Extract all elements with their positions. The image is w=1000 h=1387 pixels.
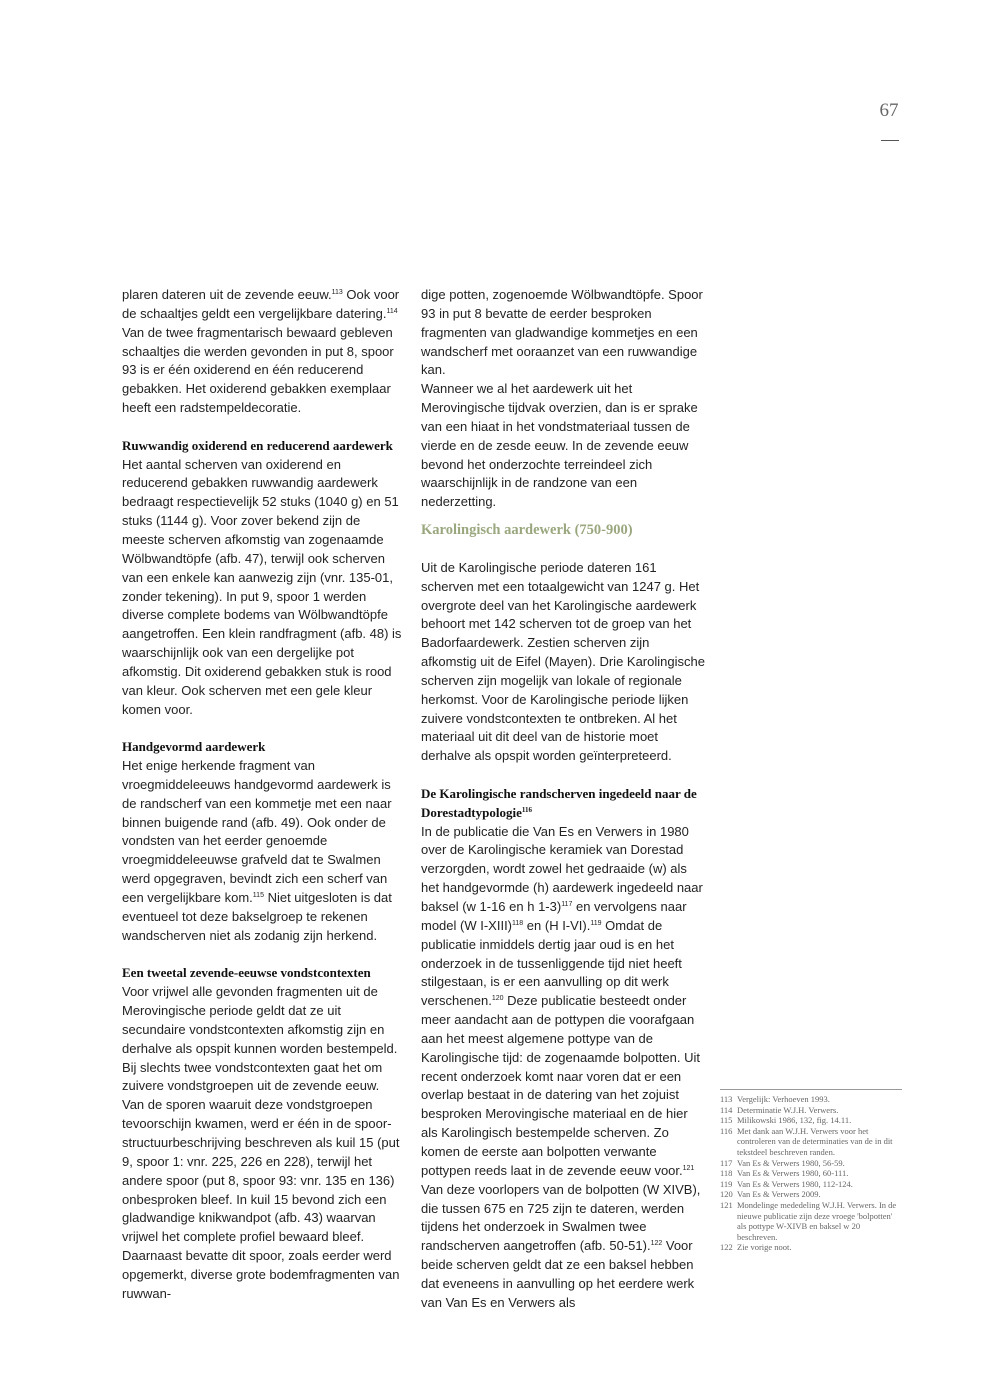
paragraph-gap [421,512,705,521]
subheading [122,437,404,456]
footnote-number: 117 [720,1157,733,1168]
page-number: 67 [879,100,899,121]
text-run: Uit de Karolingische periode dateren 161 scherven met een totaalgewicht van 1247 g. Het overgrote deel van het Karolingische aardewerk behoort met 142 scherven tot de groep van het Badorfaardewerk. Zestien scherven zijn afkomstig uit de Eifel (Mayen). Drie Karolingische scherven zijn mogelijk van lokale of regionale herkomst. Voor de Karolingische periode lijken zuivere vondstcontexten te ontbreken. Al het materiaal uit dit deel van de historie moet derhalve als opspit worden geïnterpreteerd. [421,559,705,764]
text-run: Van de twee fragmentarisch bewaard gebleven schaaltjes die werden gevonden in put 8, spoor 93 is er één oxiderend en één reducerend gebakken. Het oxiderend gebakken exemplaar heeft een radstempeldecoratie. [122,324,394,416]
paragraph-gap [122,418,404,437]
footnote-text: Van Es & Verwers 1980, 112-124. [737,1178,853,1189]
subheading [421,785,705,823]
footnotes [720,1089,902,1253]
text-run: In de publicatie die Van Es en Verwers in 1980 over de Karolingische keramiek van Dorestad verzorgden, wordt zowel het gedraaide (w) als het handgevormde (h) aardewerk ingedeeld naar baksel (w 1-16 en h 1-3) [421,823,703,914]
footnote-number: 116 [720,1125,733,1136]
text-run: Voor vrijwel alle gevonden fragmenten uit de Merovingische periode geldt dat ze uit secundaire vondstcontexten afkomstig zijn en derhalve als opspit kunnen worden bestempeld. Bij slechts twee vondstcontexten gaat het om zuivere vondstgroepen uit de zevende eeuw. Van de sporen waaruit deze vondstgroepen tevoorschijn kwamen, werd er één in de spoor-structuurbeschrijving beschreven als kuil 15 (put 9, spoor 1: vnr. 225, 226 en 228), terwijl het andere spoor (put 8, spoor 93: vnr. 135 en 136) onbesproken bleef. In kuil 15 bevond zich een gladwandige knikwandpot (afb. 43) waarvan vrijwel het complete profiel bewaard bleef. Daarnaast bevatte dit spoor, zoals eerder werd opgemerkt, diverse grote bodemfragmenten van ruwwan- [122,984,400,1301]
footnote-ref: 115 [252,892,264,899]
footnote-text: Vergelijk: Verhoeven 1993. [737,1094,830,1104]
text-run: Het enige herkende fragment van vroegmiddeleeuws handgevormd aardewerk is de randscherf van een kommetje met een naar binnen buigende rand (afb. 49). Ook onder de vondsten van het eerder genoemde vroegmiddeleeuwse grafveld dat te Swalmen werd opgegraven, bevindt zich een scherf van een vergelijkbare kom. [122,758,392,905]
footnote-item [720,1115,902,1126]
page-number-rule [881,140,899,141]
footnote-ref: 116 [521,805,532,814]
footnote-number: 121 [720,1199,733,1210]
section-heading [421,521,705,540]
text-run: en (H I-VI). [523,917,591,933]
footnote-number: 118 [720,1168,733,1179]
footnote-ref: 119 [590,919,602,927]
footnote-item [720,1126,902,1158]
text-run: en vervolgens naar model (W I-XIII) [421,899,687,933]
text-run: Handgevormd aardewerk [122,739,266,755]
text-column-right [421,286,705,1313]
footnote-text: Zie vorige noot. [737,1242,792,1253]
footnote-number: 114 [720,1104,733,1115]
footnote-item [720,1158,902,1169]
footnote-text: Mondelinge mededeling W.J.H. Verwers. In de nieuwe publicatie zijn deze vroege 'bolpotten' als pottype W-XIVB en baksel w 20 beschreven. [737,1199,897,1242]
footnote-number: 119 [720,1178,733,1189]
footnote-item [720,1189,902,1200]
text-run: Van deze voorlopers van de bolpotten (W XIVB), die tussen 675 en 725 zijn te dateren, werden tijdens het onderzoek in Swalmen twee randscherven aangetroffen (afb. 50-51). [421,1181,701,1254]
footnote-text: Van Es & Verwers 1980, 56-59. [737,1157,845,1168]
footnote-text: Van Es & Verwers 2009. [737,1189,821,1200]
text-run: plaren dateren uit de zevende eeuw. [122,287,332,302]
footnote-ref: 121 [682,1164,695,1172]
text-run: Deze publicatie besteedt onder meer aandacht aan de pottypen die voorafgaan aan het meest algemene pottype van de Karolingische tijd: de zogenaamde bolpotten. Uit recent onderzoek komt naar voren dat er een overlap bestaat in de datering van het zojuist besproken Merovingische materiaal en de hier als Karolingisch bestempelde scherven. Zo komen de eerste aan bolpotten verwante pottypen reeds laat in de zevende eeuw voor. [421,993,700,1178]
footnote-ref: 113 [331,289,343,296]
footnote-item [720,1179,902,1190]
paragraph-gap [122,946,404,965]
footnote-ref: 122 [650,1240,663,1248]
paragraph [421,286,705,380]
paragraph [421,559,705,766]
text-run: dige potten, zogenoemde Wölbwandtöpfe. Spoor 93 in put 8 bevatte de eerder besproken fragmenten van gladwandige kommetjes en een wandscherf met ooraanzet van een ruwwandige kan. [421,287,703,378]
subheading [122,964,404,983]
text-run: Karolingisch aardewerk (750-900) [421,522,633,539]
text-column-left [122,286,404,1304]
paragraph-gap [421,766,705,785]
footnote-ref: 120 [491,995,504,1003]
footnote-text: Milikowski 1986, 132, fig. 14.11. [737,1115,852,1126]
paragraph [122,286,404,418]
text-run: Voor beide scherven geldt dat ze een baksel hebben dat eveneens in aanvulling op het eerdere werk van Van Es en Verwers als [421,1238,695,1310]
text-run: Het aantal scherven van oxiderend en reducerend gebakken ruwwandig aardewerk bedraagt respectievelijk 52 stuks (1040 g) en 51 stuks (1144 g). Voor zover bekend zijn de meeste scherven afkomstig van zogenaamde Wölbwandtöpfe (afb. 47), terwijl ook scherven van een enkele kan aanwezig zijn (vnr. 135-01, zonder tekening). In put 9, spoor 1 werden diverse complete bodems van Wölbwandtöpfe aangetroffen. Een klein randfragment (afb. 48) is waarschijnlijk ook van een dergelijke pot afkomstig. Dit oxiderend gebakken stuk is rood van kleur. Ook scherven met een gele kleur komen voor. [122,456,402,717]
footnote-text: Met dank aan W.J.H. Verwers voor het controleren van de determinaties van de in dit tekstdeel beschreven randen. [737,1125,893,1157]
paragraph [122,983,404,1303]
text-run: Ook voor de schaaltjes geldt een vergelijkbare datering. [122,287,400,321]
footnote-item [720,1200,902,1242]
paragraph-gap [421,540,705,559]
text-run: Ruwwandig oxiderend en reducerend aardewerk [122,437,393,453]
paragraph [122,456,404,720]
footnote-number: 120 [720,1189,733,1200]
paragraph [421,823,705,1313]
text-run: Een tweetal zevende-eeuwse vondstcontexten [122,965,371,981]
footnote-number: 122 [720,1242,733,1253]
text-run: Wanneer we al het aardewerk uit het Merovingische tijdvak overzien, dan is er sprake van een hiaat in het vondstmateriaal tussen de vierde en de zesde eeuw. In de zevende eeuw bevond het onderzochte terreindeel zich waarschijnlijk in de randzone van een nederzetting. [421,381,698,510]
footnote-number: 113 [720,1094,733,1104]
footnote-item [720,1094,902,1105]
footnote-item [720,1242,902,1253]
paragraph-gap [122,719,404,738]
footnote-text: Van Es & Verwers 1980, 60-111. [737,1168,849,1179]
footnote-ref: 114 [386,307,398,315]
text-run: Niet uitgesloten is dat eventueel tot deze bakselgroep te rekenen wandscherven niet als zodanig zijn herkend. [122,890,392,943]
text-run: De Karolingische randscherven ingedeeld naar de Dorestadtypologie [421,785,697,820]
footnote-ref: 118 [512,919,524,927]
footnote-item [720,1105,902,1116]
footnote-number: 115 [720,1115,733,1126]
footnote-ref: 117 [561,901,573,908]
footnote-text: Determinatie W.J.H. Verwers. [737,1104,839,1115]
paragraph [122,757,404,945]
footnote-item [720,1168,902,1179]
paragraph [421,380,705,512]
subheading [122,738,404,757]
text-run: Omdat de publicatie inmiddels dertig jaar oud is en het onderzoek in de tussenliggende tijd niet heeft stilgestaan, is er een aanvulling op dit werk verschenen. [421,917,682,1009]
